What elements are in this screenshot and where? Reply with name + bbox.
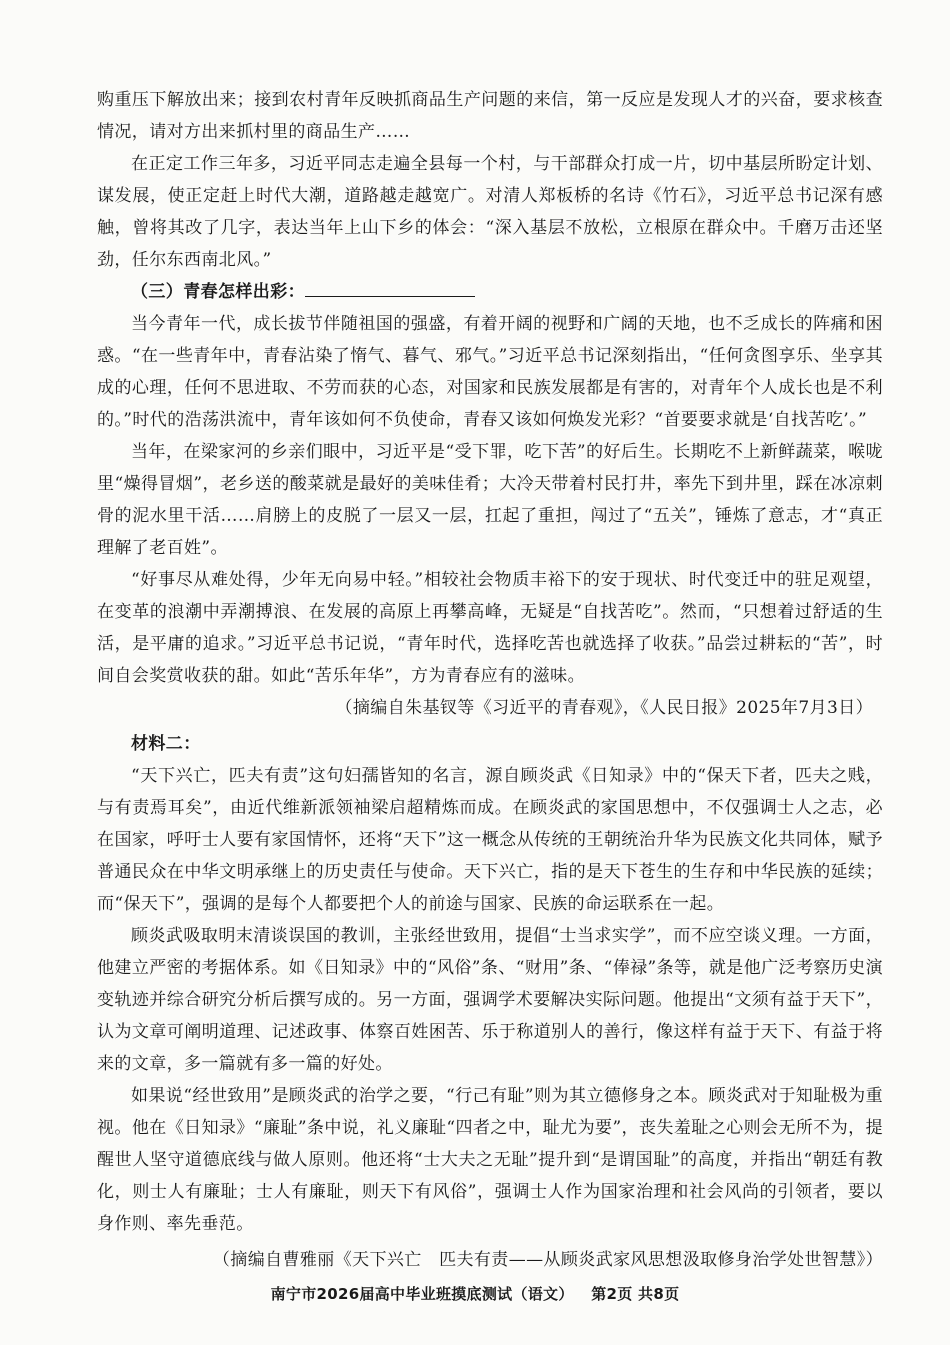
source-citation-2: （摘编自曹雅丽《天下兴亡 匹夫有责——从顾炎武家风思想汲取修身治学处世智慧》） (212, 1250, 883, 1270)
paragraph-material2-1: “天下兴亡，匹夫有责”这句妇孺皆知的名言，源自顾炎武《日知录》中的“保天下者，匹夫之贱，与有责焉耳矣”，由近代维新派领袖梁启超精炼而成。在顾炎武的家国思想中，不仅强调士人之志，必在国家，呼吁士人要有家国情怀，还将“天下”这一概念从传统的王朝统治升华为民族文化共同体，赋予普通民众在中华文明承继上的历史责任与使命。天下兴亡，指的是天下苍生的生存和中华民族的延续；而“保天下”，强调的是每个人都要把个人的前途与国家、民族的命运联系在一起。 (97, 766, 883, 914)
section-heading-youth (97, 276, 883, 308)
paragraph-continued: 购重压下解放出来；接到农村青年反映抓商品生产问题的来信，第一反应是发现人才的兴奋，要求核查情况，请对方出来抓村里的商品生产…… (97, 90, 883, 142)
paragraph-youth-3: “好事尽从难处得，少年无向易中轻。”相较社会物质丰裕下的安于现状、时代变迁中的驻足观望，在变革的浪潮中弄潮搏浪、在发展的高原上再攀高峰，无疑是“自找苦吃”。然而，“只想着过舒适的生活，是平庸的追求。”习近平总书记说，“青年时代，选择吃苦也就选择了收获。”品尝过耕耘的“苦”，时间自会奖赏收获的甜。如此“苦乐年华”，方为青春应有的滋味。 (97, 570, 883, 686)
material-two-heading: 材料二： (131, 734, 201, 754)
footer-exam-title: 南宁市2026届高中毕业班摸底测试（语文） (270, 1285, 574, 1303)
page-footer (0, 1283, 950, 1304)
source-citation-1: （摘编自朱基钗等《习近平的青春观》，《人民日报》2025年7月3日） (335, 698, 873, 718)
section-heading-text: （三）青春怎样出彩： (131, 282, 305, 302)
paragraph-material2-2: 顾炎武吸取明末清谈误国的教训，主张经世致用，提倡“士当求实学”，而不应空谈义理。一方面，他建立严密的考据体系。如《日知录》中的“风俗”条、“财用”条、“俸禄”条等，就是他广泛考察历史演变轨迹并综合研究分析后撰写成的。另一方面，强调学术要解决实际问题。他提出“文须有益于天下”，认为文章可阐明道理、记述政事、体察百姓困苦、乐于称道别人的善行，像这样有益于天下、有益于将来的文章，多一篇就有多一篇的好处。 (97, 926, 883, 1074)
paragraph-zhengding: 在正定工作三年多，习近平同志走遍全县每一个村，与干部群众打成一片，切中基层所盼定计划、谋发展，使正定赶上时代大潮，道路越走越宽广。对清人郑板桥的名诗《竹石》，习近平总书记深有感触，曾将其改了几字，表达当年上山下乡的体会：“深入基层不放松，立根原在群众中。千磨万击还坚劲，任尔东西南北风。” (97, 154, 883, 270)
page-content (97, 84, 883, 1276)
paragraph-youth-2: 当年，在梁家河的乡亲们眼中，习近平是“受下罪，吃下苦”的好后生。长期吃不上新鲜蔬菜，喉咙里“燥得冒烟”，老乡送的酸菜就是最好的美味佳肴；大冷天带着村民打井，率先下到井里，踩在冰凉刺骨的泥水里干活……肩膀上的皮脱了一层又一层，扛起了重担，闯过了“五关”，锤炼了意志，才“真正理解了老百姓”。 (97, 442, 883, 558)
paragraph-youth-1: 当今青年一代，成长拔节伴随祖国的强盛，有着开阔的视野和广阔的天地，也不乏成长的阵痛和困惑。“在一些青年中，青春沾染了惰气、暮气、邪气。”习近平总书记深刻指出，“任何贪图享乐、坐享其成的心理，任何不思进取、不劳而获的心态，对国家和民族发展都是有害的，对青年个人成长也是不利的。”时代的浩荡洪流中，青年该如何不负使命，青春又该如何焕发光彩？“首要要求就是‘自找苦吃’。” (97, 314, 883, 430)
footer-page-number: 第2页 共8页 (591, 1285, 680, 1303)
answer-blank[interactable] (305, 276, 475, 297)
paragraph-material2-3: 如果说“经世致用”是顾炎武的治学之要，“行己有耻”则为其立德修身之本。顾炎武对于知耻极为重视。他在《日知录》“廉耻”条中说，礼义廉耻“四者之中，耻尤为要”，丧失羞耻之心则会无所不为，提醒世人坚守道德底线与做人原则。他还将“士大夫之无耻”提升到“是谓国耻”的高度，并指出“朝廷有教化，则士人有廉耻；士人有廉耻，则天下有风俗”，强调士人作为国家治理和社会风尚的引领者，要以身作则、率先垂范。 (97, 1086, 883, 1234)
